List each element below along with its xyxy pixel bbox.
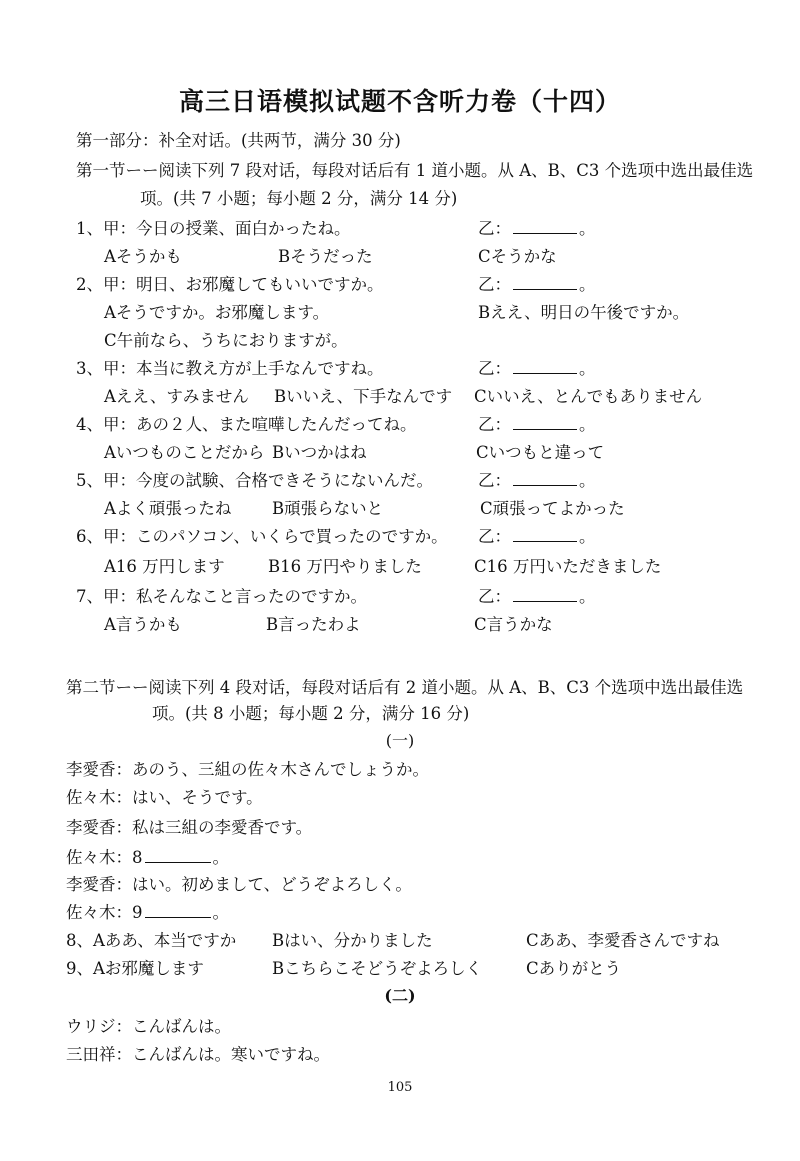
answer-suffix: 。 [579, 359, 596, 378]
question-6: 6、甲：このパソコン、いくらで買ったのですか。 [76, 527, 448, 546]
section2-heading-line2: 项。(共 8 小题；每小题 2 分，满分 16 分) [152, 704, 470, 723]
answer-blank-7 [478, 583, 596, 607]
option-2a: Aそうですか。お邪魔します。 [104, 303, 330, 322]
option-4b: Bいつかはね [272, 443, 367, 462]
option-4c: Cいつもと違って [476, 443, 605, 462]
answer-suffix: 。 [579, 471, 596, 490]
blank-line [513, 587, 577, 602]
answer-suffix: 。 [579, 415, 596, 434]
option-4a: Aいつものことだから [104, 443, 265, 462]
option-2c: C午前なら、うちにおりますが。 [104, 331, 348, 350]
question-number: 8、 [66, 931, 93, 950]
speaker-label: 佐々木：9 [66, 903, 143, 922]
dialog1-blank-9 [66, 899, 229, 923]
dialog2-label: (二) [384, 986, 416, 1005]
answer-blank-4 [478, 411, 596, 435]
answer-suffix: 。 [212, 848, 229, 867]
option-9a: Aお邪魔します [93, 959, 204, 978]
option-6b: B16 万円やりました [268, 557, 422, 576]
question-1: 1、甲：今日の授業、面白かったね。 [76, 219, 351, 238]
answer-suffix: 。 [579, 587, 596, 606]
answer-prefix: 乙： [478, 471, 511, 490]
question-2: 2、甲：明日、お邪魔してもいいですか。 [76, 275, 384, 294]
answer-prefix: 乙： [478, 415, 511, 434]
answer-blank-3 [478, 355, 596, 379]
blank-line [513, 275, 577, 290]
option-3b: Bいいえ、下手なんです [274, 387, 453, 406]
dialog2-line-1: ウリジ：こんばんは。 [66, 1017, 231, 1036]
question-5: 5、甲：今度の試験、合格できそうにないんだ。 [76, 471, 433, 490]
option-3a: Aええ、すみません [104, 387, 249, 406]
question-4: 4、甲：あの２人、また喧嘩したんだってね。 [76, 415, 417, 434]
question-7: 7、甲：私そんなこと言ったのですか。 [76, 587, 367, 606]
answer-prefix: 乙： [478, 219, 511, 238]
section2-heading-line1: 第二节ーー阅读下列 4 段对话，每段对话后有 2 道小题。从 A、B、C3 个选项中选出最佳选 [66, 678, 744, 697]
blank-line [513, 527, 577, 542]
option-1a: Aそうかも [104, 247, 182, 266]
answer-suffix: 。 [579, 275, 596, 294]
answer-blank-1 [478, 215, 596, 239]
dialog1-line-1: 李愛香：あのう、三組の佐々木さんでしょうか。 [66, 760, 429, 779]
option-6a: A16 万円します [104, 557, 225, 576]
answer-blank-2 [478, 271, 596, 295]
answer-prefix: 乙： [478, 359, 511, 378]
dialog1-label: (一) [385, 731, 415, 750]
option-7a: A言うかも [104, 615, 182, 634]
option-9b: Bこちらこそどうぞよろしく [272, 959, 483, 978]
blank-line [513, 359, 577, 374]
dialog1-line-4: 李愛香：はい。初めまして、どうぞよろしく。 [66, 875, 412, 894]
speaker-label: 佐々木：8 [66, 848, 143, 867]
option-8a: Aああ、本当ですか [93, 931, 237, 950]
page-number: 105 [387, 1080, 413, 1095]
dialog1-blank-8 [66, 844, 229, 868]
option-1c: Cそうかな [478, 247, 557, 266]
option-5b: B頑張らないと [272, 499, 384, 518]
answer-prefix: 乙： [478, 527, 511, 546]
option-5a: Aよく頑張ったね [104, 499, 232, 518]
question-8-options [66, 927, 236, 951]
answer-suffix: 。 [579, 219, 596, 238]
option-7b: B言ったわよ [266, 615, 361, 634]
option-5c: C頑張ってよかった [480, 499, 625, 518]
blank-line [145, 848, 211, 863]
page-title: 高三日语模拟试题不含听力卷（十四） [178, 87, 621, 116]
dialog1-line-2: 佐々木：はい、そうです。 [66, 788, 263, 807]
option-2b: Bええ、明日の午後ですか。 [478, 303, 690, 322]
question-number: 9、 [66, 959, 93, 978]
part1-heading: 第一部分：补全对话。(共两节，满分 30 分) [76, 131, 401, 150]
option-7c: C言うかな [474, 615, 553, 634]
dialog2-line-2: 三田祥：こんばんは。寒いですね。 [66, 1045, 330, 1064]
question-9-options [66, 955, 204, 979]
answer-prefix: 乙： [478, 587, 511, 606]
blank-line [513, 415, 577, 430]
option-8c: Cああ、李愛香さんですね [526, 931, 720, 950]
answer-blank-6 [478, 523, 596, 547]
answer-prefix: 乙： [478, 275, 511, 294]
answer-blank-5 [478, 467, 596, 491]
question-3: 3、甲：本当に教え方が上手なんですね。 [76, 359, 384, 378]
section1-heading-line1: 第一节ーー阅读下列 7 段对话，每段对话后有 1 道小题。从 A、B、C3 个选项中选出最佳选 [76, 161, 754, 180]
option-3c: Cいいえ、とんでもありません [474, 387, 703, 406]
option-6c: C16 万円いただきました [474, 557, 662, 576]
section1-heading-line2: 项。(共 7 小题；每小题 2 分，满分 14 分) [140, 189, 458, 208]
dialog1-line-3: 李愛香：私は三組の李愛香です。 [66, 818, 313, 837]
answer-suffix: 。 [212, 903, 229, 922]
option-1b: Bそうだった [278, 247, 373, 266]
option-9c: Cありがとう [526, 959, 622, 978]
blank-line [513, 471, 577, 486]
blank-line [145, 903, 211, 918]
option-8b: Bはい、分かりました [272, 931, 433, 950]
answer-suffix: 。 [579, 527, 596, 546]
blank-line [513, 219, 577, 234]
